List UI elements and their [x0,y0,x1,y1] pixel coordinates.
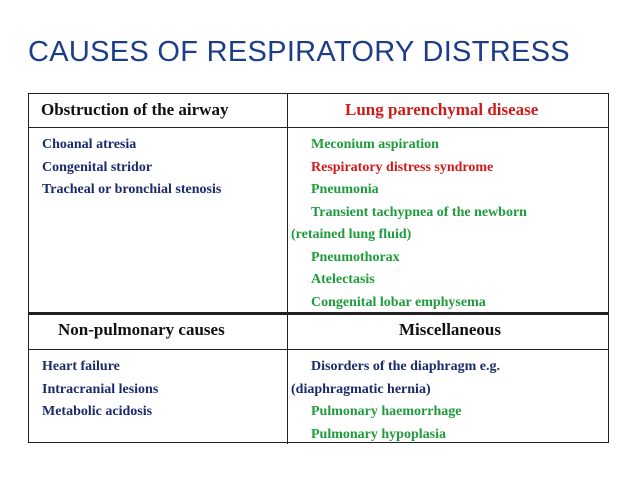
list-item: Choanal atresia [42,137,137,152]
header-non-pulmonary: Non-pulmonary causes [58,320,225,339]
list-item: Respiratory distress syndrome [311,159,494,175]
list-item: Transient tachypnea of the newborn [311,204,527,220]
miscellaneous-list [291,356,500,446]
non-pulmonary-list [42,356,158,424]
list-item: Pulmonary hypoplasia [311,426,446,442]
row-divider [29,349,608,350]
list-item: Congenital stridor [42,159,153,175]
list-item: Intracranial lesions [42,381,159,397]
list-item: Metabolic acidosis [42,404,153,419]
column-divider [287,94,288,444]
header-lung-parenchymal: Lung parenchymal disease [345,100,539,119]
list-item: Pneumonia [311,182,379,197]
header-miscellaneous: Miscellaneous [399,320,501,339]
airway-list [42,134,221,202]
list-item: Tracheal or bronchial stenosis [42,182,222,197]
header-airway-obstruction: Obstruction of the airway [41,100,229,119]
list-item: Meconium aspiration [311,137,439,152]
list-item: Heart failure [42,359,120,374]
list-item: Congenital lobar emphysema [311,294,486,310]
list-item: (diaphragmatic hernia) [291,381,431,397]
list-item: Pneumothorax [311,249,400,265]
row-divider [29,127,608,128]
list-item: (retained lung fluid) [291,227,412,242]
causes-table [28,93,609,443]
list-item: Atelectasis [311,272,375,287]
list-item: Disorders of the diaphragm e.g. [311,359,500,374]
list-item: Pulmonary haemorrhage [311,404,462,419]
slide-title: CAUSES OF RESPIRATORY DISTRESS [28,36,570,68]
parenchymal-list [291,134,527,314]
